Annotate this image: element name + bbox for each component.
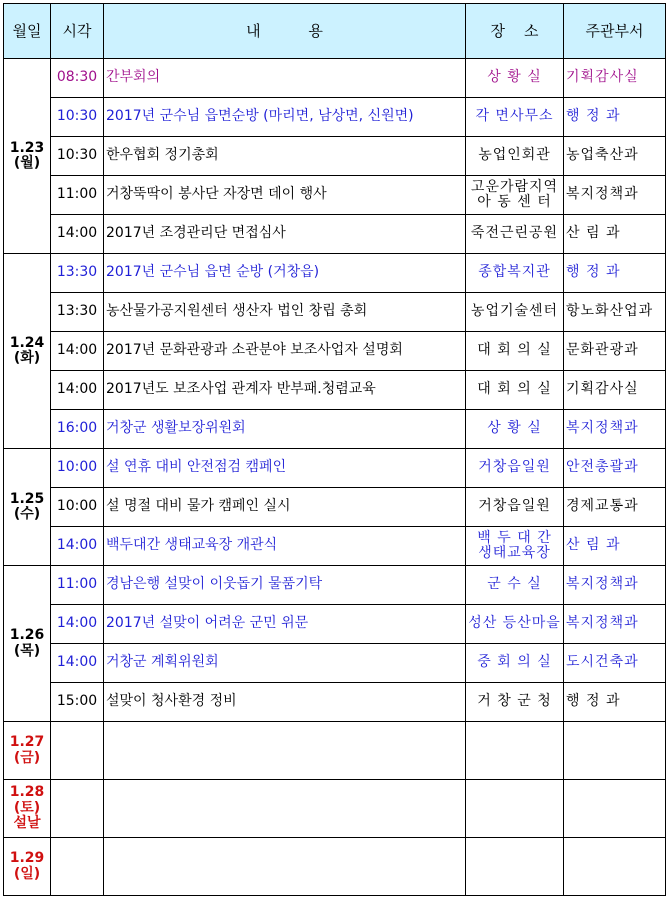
event-row bbox=[4, 527, 666, 566]
empty-dept-cell bbox=[564, 780, 666, 838]
date-cell bbox=[4, 449, 51, 566]
header-date: 월일 bbox=[4, 4, 51, 59]
empty-place-cell bbox=[466, 780, 564, 838]
event-row bbox=[4, 488, 666, 527]
event-content: 2017년 조경관리단 면접심사 bbox=[104, 215, 466, 254]
event-place: 대 회 의 실 bbox=[466, 332, 564, 371]
event-time: 10:00 bbox=[51, 449, 104, 488]
event-time: 14:00 bbox=[51, 332, 104, 371]
date-label: 1.28 bbox=[9, 784, 45, 801]
event-dept: 안전총괄과 bbox=[564, 449, 666, 488]
weekday-label: (금) bbox=[13, 749, 41, 766]
event-place: 농업인회관 bbox=[466, 137, 564, 176]
event-content: 거창군 생활보장위원회 bbox=[104, 410, 466, 449]
event-time: 14:00 bbox=[51, 215, 104, 254]
event-content: 한우협회 정기총회 bbox=[104, 137, 466, 176]
event-dept: 문화관광과 bbox=[564, 332, 666, 371]
event-time: 10:30 bbox=[51, 98, 104, 137]
event-content: 설 연휴 대비 안전점검 캠페인 bbox=[104, 449, 466, 488]
event-row bbox=[4, 293, 666, 332]
header-content: 내 용 bbox=[104, 4, 466, 59]
event-content: 2017년도 보조사업 관계자 반부패.청렴교육 bbox=[104, 371, 466, 410]
empty-day-row bbox=[4, 838, 666, 896]
event-content: 거창군 계획위원회 bbox=[104, 644, 466, 683]
event-row bbox=[4, 605, 666, 644]
date-cell bbox=[4, 838, 51, 896]
event-dept: 기획감사실 bbox=[564, 59, 666, 98]
event-dept: 복지정책과 bbox=[564, 176, 666, 215]
event-dept: 복지정책과 bbox=[564, 566, 666, 605]
event-content: 경남은행 설맞이 이웃돕기 물품기탁 bbox=[104, 566, 466, 605]
event-row bbox=[4, 254, 666, 293]
date-cell bbox=[4, 722, 51, 780]
event-dept: 행 정 과 bbox=[564, 254, 666, 293]
event-row bbox=[4, 176, 666, 215]
event-time: 11:00 bbox=[51, 566, 104, 605]
event-dept: 도시건축과 bbox=[564, 644, 666, 683]
weekday-label: (목) bbox=[13, 642, 41, 659]
empty-dept-cell bbox=[564, 722, 666, 780]
event-time: 14:00 bbox=[51, 527, 104, 566]
event-place: 거창읍일원 bbox=[466, 488, 564, 527]
date-cell bbox=[4, 566, 51, 722]
event-dept: 산 림 과 bbox=[564, 215, 666, 254]
event-place: 백 두 대 간 생태교육장 bbox=[466, 527, 564, 566]
event-row bbox=[4, 98, 666, 137]
event-row bbox=[4, 566, 666, 605]
empty-day-row bbox=[4, 722, 666, 780]
event-row bbox=[4, 371, 666, 410]
event-place: 고운가람지역아 동 센 터 bbox=[466, 176, 564, 215]
date-label: 1.29 bbox=[9, 850, 45, 867]
event-place: 중 회 의 실 bbox=[466, 644, 564, 683]
event-time: 13:30 bbox=[51, 254, 104, 293]
event-place: 거 창 군 청 bbox=[466, 683, 564, 722]
date-cell bbox=[4, 59, 51, 254]
event-content: 농산물가공지원센터 생산자 법인 창립 총회 bbox=[104, 293, 466, 332]
event-place: 농업기술센터 bbox=[466, 293, 564, 332]
empty-content-cell bbox=[104, 780, 466, 838]
event-row bbox=[4, 683, 666, 722]
weekday-label: (토) bbox=[13, 799, 41, 816]
event-time: 14:00 bbox=[51, 605, 104, 644]
event-content: 거창뚝딱이 봉사단 자장면 데이 행사 bbox=[104, 176, 466, 215]
event-time: 15:00 bbox=[51, 683, 104, 722]
weekday-label: (일) bbox=[13, 865, 41, 882]
event-place: 죽전근린공원 bbox=[466, 215, 564, 254]
event-time: 14:00 bbox=[51, 644, 104, 683]
event-place: 대 회 의 실 bbox=[466, 371, 564, 410]
event-dept: 기획감사실 bbox=[564, 371, 666, 410]
empty-place-cell bbox=[466, 838, 564, 896]
holiday-label: 설날 bbox=[13, 815, 41, 832]
empty-place-cell bbox=[466, 722, 564, 780]
date-label: 1.26 bbox=[9, 627, 45, 644]
event-row bbox=[4, 332, 666, 371]
event-content: 2017년 설맞이 어려운 군민 위문 bbox=[104, 605, 466, 644]
event-row bbox=[4, 215, 666, 254]
empty-content-cell bbox=[104, 722, 466, 780]
date-label: 1.25 bbox=[9, 490, 45, 507]
event-dept: 행 정 과 bbox=[564, 98, 666, 137]
weekday-label: (월) bbox=[13, 155, 41, 171]
event-time: 13:30 bbox=[51, 293, 104, 332]
event-row bbox=[4, 644, 666, 683]
event-row bbox=[4, 137, 666, 176]
event-content: 2017년 군수님 읍면 순방 (거창읍) bbox=[104, 254, 466, 293]
event-content: 설 명절 대비 물가 캠페인 실시 bbox=[104, 488, 466, 527]
event-place: 종합복지관 bbox=[466, 254, 564, 293]
event-dept: 산 림 과 bbox=[564, 527, 666, 566]
event-place: 군 수 실 bbox=[466, 566, 564, 605]
event-dept: 복지정책과 bbox=[564, 410, 666, 449]
date-cell bbox=[4, 780, 51, 838]
schedule-body bbox=[4, 59, 666, 896]
schedule-table bbox=[3, 3, 666, 896]
date-cell bbox=[4, 254, 51, 449]
event-row bbox=[4, 410, 666, 449]
event-time: 11:00 bbox=[51, 176, 104, 215]
event-place: 상 황 실 bbox=[466, 410, 564, 449]
event-time: 14:00 bbox=[51, 371, 104, 410]
header-row bbox=[4, 4, 666, 59]
event-content: 간부회의 bbox=[104, 59, 466, 98]
header-place: 장 소 bbox=[466, 4, 564, 59]
weekday-label: (수) bbox=[13, 506, 41, 522]
event-dept: 복지정책과 bbox=[564, 605, 666, 644]
date-label: 1.23 bbox=[9, 139, 45, 156]
event-time: 08:30 bbox=[51, 59, 104, 98]
event-content: 설맞이 청사환경 정비 bbox=[104, 683, 466, 722]
header-time: 시각 bbox=[51, 4, 104, 59]
weekday-label: (화) bbox=[13, 350, 41, 366]
event-place: 거창읍일원 bbox=[466, 449, 564, 488]
empty-time-cell bbox=[51, 722, 104, 780]
empty-time-cell bbox=[51, 780, 104, 838]
empty-time-cell bbox=[51, 838, 104, 896]
date-label: 1.27 bbox=[9, 734, 45, 751]
empty-content-cell bbox=[104, 838, 466, 896]
event-dept: 경제교통과 bbox=[564, 488, 666, 527]
date-label: 1.24 bbox=[9, 334, 45, 351]
event-time: 10:30 bbox=[51, 137, 104, 176]
event-time: 16:00 bbox=[51, 410, 104, 449]
event-content: 2017년 군수님 읍면순방 (마리면, 남상면, 신원면) bbox=[104, 98, 466, 137]
event-place: 각 면사무소 bbox=[466, 98, 564, 137]
event-content: 백두대간 생태교육장 개관식 bbox=[104, 527, 466, 566]
header-dept: 주관부서 bbox=[564, 4, 666, 59]
event-dept: 농업축산과 bbox=[564, 137, 666, 176]
event-dept: 행 정 과 bbox=[564, 683, 666, 722]
empty-day-row bbox=[4, 780, 666, 838]
event-content: 2017년 문화관광과 소관분야 보조사업자 설명회 bbox=[104, 332, 466, 371]
event-place: 성산 등산마을 bbox=[466, 605, 564, 644]
event-time: 10:00 bbox=[51, 488, 104, 527]
event-row bbox=[4, 449, 666, 488]
empty-dept-cell bbox=[564, 838, 666, 896]
event-dept: 항노화산업과 bbox=[564, 293, 666, 332]
event-place: 상 황 실 bbox=[466, 59, 564, 98]
event-row bbox=[4, 59, 666, 98]
